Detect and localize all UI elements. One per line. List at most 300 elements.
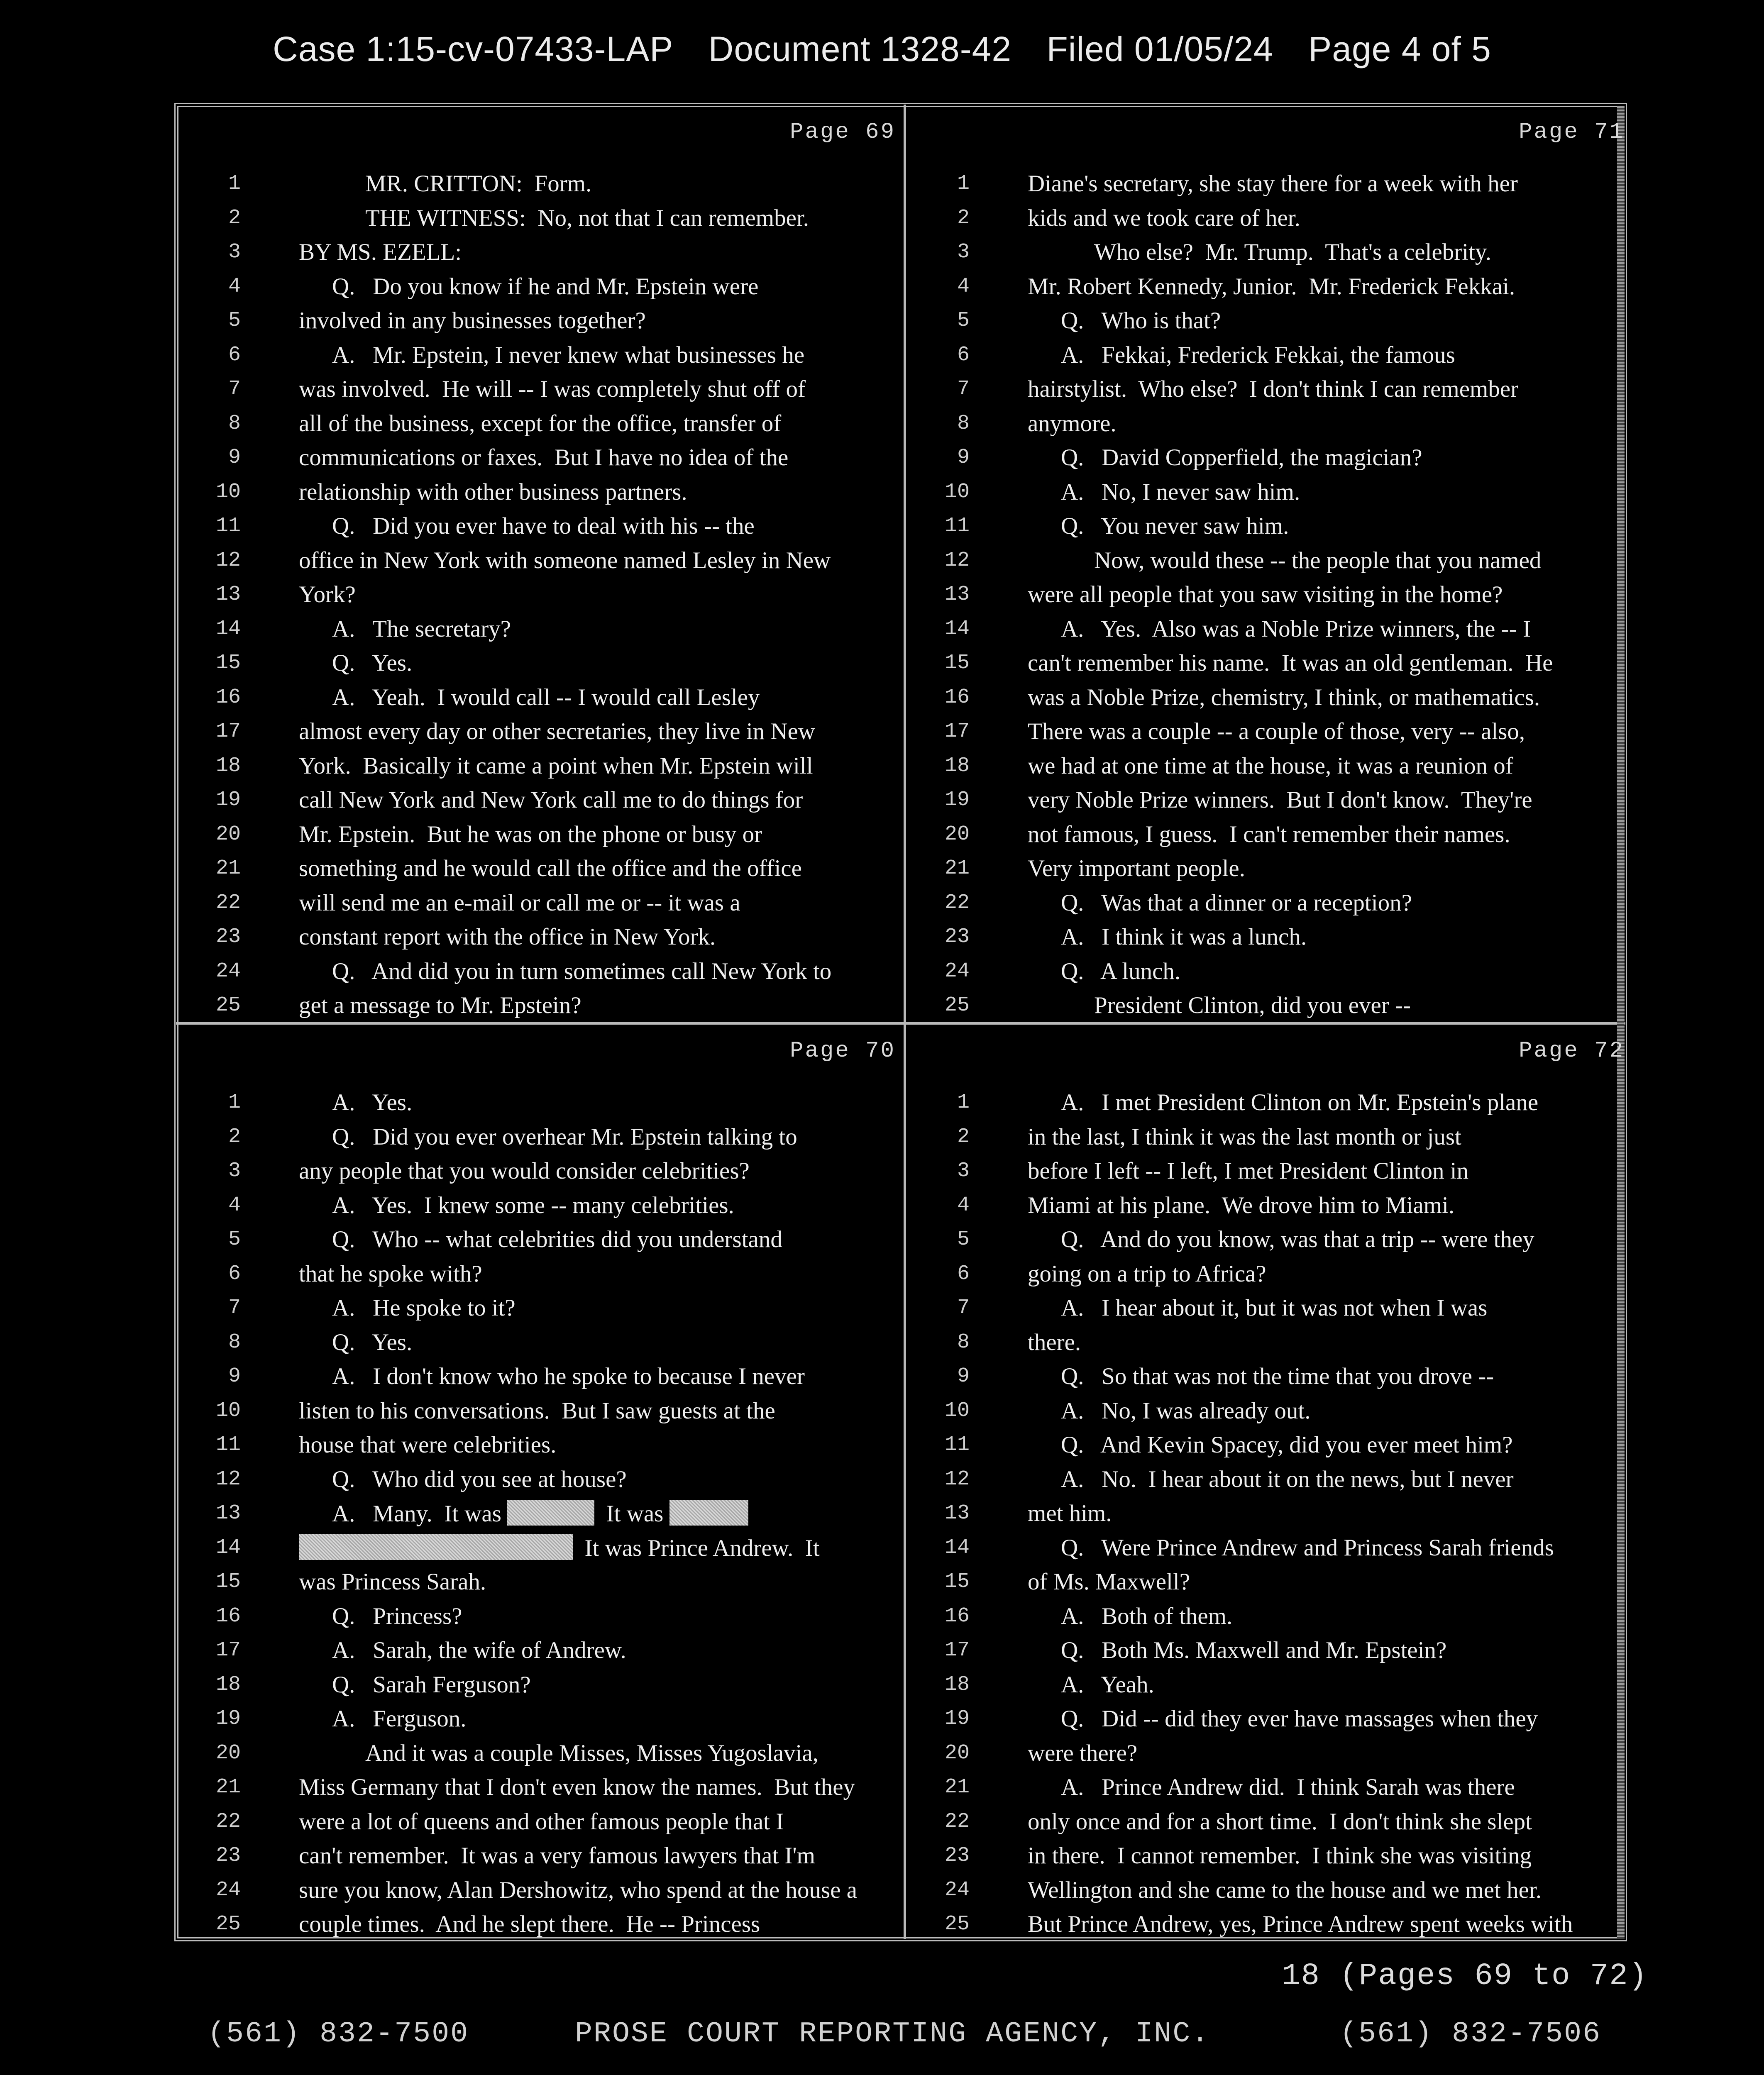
line-text xyxy=(332,273,758,300)
line-text xyxy=(299,992,581,1019)
line-number: 1 xyxy=(228,172,241,195)
line-text xyxy=(1061,615,1531,642)
panel-page-number: Page 69 xyxy=(790,120,896,145)
line-text xyxy=(1061,1774,1515,1801)
line-text-content: going on a trip to Africa? xyxy=(1028,1260,1266,1287)
line-text-content: call New York and New York call me to do things for xyxy=(299,787,803,813)
line-number: 21 xyxy=(215,1775,241,1799)
line-text xyxy=(365,1740,818,1767)
line-text xyxy=(1028,1877,1542,1904)
line-number: 15 xyxy=(944,1570,970,1594)
line-text-content: Q. Yes. xyxy=(332,1329,413,1355)
line-text xyxy=(1061,513,1289,540)
line-number: 20 xyxy=(944,822,970,846)
line-text-content: Q. Do you know if he and Mr. Epstein were xyxy=(332,273,759,300)
line-text xyxy=(299,410,781,437)
case-number: Case 1:15-cv-07433-LAP xyxy=(273,29,674,68)
line-text xyxy=(299,1157,750,1184)
line-text xyxy=(1028,684,1540,711)
line-number: 16 xyxy=(215,685,241,709)
line-text-content: BY MS. EZELL: xyxy=(299,239,462,265)
line-text-content: A. Many. It was xyxy=(332,1501,501,1527)
line-text-content: A. Both of them. xyxy=(1061,1603,1233,1629)
line-number: 13 xyxy=(215,583,241,606)
line-number: 21 xyxy=(215,857,241,880)
line-text-content: almost every day or other secretaries, they live in New xyxy=(299,718,816,745)
line-text-content: involved in any businesses together? xyxy=(299,308,646,334)
line-text-content: in the last, I think it was the last month or just xyxy=(1028,1123,1461,1150)
line-text-content: get a message to Mr. Epstein? xyxy=(299,992,581,1018)
line-text-content: any people that you would consider celebrities? xyxy=(299,1158,750,1184)
line-text-content: in there. I cannot remember. I think she was visiting xyxy=(1028,1843,1532,1869)
line-number: 3 xyxy=(228,240,241,264)
line-number: 1 xyxy=(228,1091,241,1114)
line-number: 10 xyxy=(944,480,970,504)
line-text-content: There was a couple -- a couple of those, very -- also, xyxy=(1028,718,1525,745)
line-text-content: were a lot of queens and other famous people that I xyxy=(299,1808,784,1835)
line-number: 12 xyxy=(944,1467,970,1491)
line-text-after-redaction: It was xyxy=(594,1501,669,1527)
line-text xyxy=(1094,992,1411,1019)
line-number: 24 xyxy=(215,959,241,983)
line-text xyxy=(299,923,716,950)
line-text xyxy=(1061,923,1307,950)
line-text-after-redaction: It was Prince Andrew. It xyxy=(573,1535,820,1561)
line-number: 13 xyxy=(215,1501,241,1525)
line-text-content: York. Basically it came a point when Mr. Epstein will xyxy=(299,752,813,779)
line-text xyxy=(299,855,802,882)
line-text xyxy=(332,1294,516,1321)
line-text-content: Q. A lunch. xyxy=(1061,958,1181,984)
line-number: 20 xyxy=(215,822,241,846)
line-text-content: A. Yeah. I would call -- I would call Lesley xyxy=(332,684,760,710)
line-text xyxy=(1028,855,1245,882)
line-text xyxy=(1028,1123,1461,1150)
line-text-content: couple times. And he slept there. He -- Princess xyxy=(299,1911,760,1937)
line-text xyxy=(299,1260,482,1287)
phone-left: (561) 832-7500 xyxy=(208,2018,469,2051)
line-text xyxy=(1061,478,1300,505)
line-text-content: Q. You never saw him. xyxy=(1061,513,1289,539)
line-text-content: Q. Both Ms. Maxwell and Mr. Epstein? xyxy=(1061,1637,1447,1663)
line-text-content: A. Prince Andrew did. I think Sarah was there xyxy=(1061,1774,1515,1800)
line-text xyxy=(1061,1534,1554,1561)
line-text-content: Who else? Mr. Trump. That's a celebrity. xyxy=(1094,239,1491,265)
redaction-box xyxy=(299,1534,573,1560)
line-text xyxy=(1061,444,1422,471)
line-text-content: we had at one time at the house, it was a reunion of xyxy=(1028,752,1513,779)
line-text-content: Q. Who is that? xyxy=(1061,308,1221,334)
line-number: 25 xyxy=(215,994,241,1017)
line-number: 7 xyxy=(228,377,241,401)
line-number: 23 xyxy=(944,1844,970,1868)
line-number: 9 xyxy=(957,1365,970,1388)
line-number: 5 xyxy=(957,1228,970,1251)
line-text xyxy=(299,889,740,916)
line-text xyxy=(332,1603,462,1630)
line-text xyxy=(299,821,762,848)
line-text xyxy=(1028,1157,1468,1184)
line-text-content: A. I hear about it, but it was not when I was xyxy=(1061,1295,1488,1321)
line-number: 24 xyxy=(944,1878,970,1902)
line-text xyxy=(1061,1603,1232,1630)
line-number: 4 xyxy=(228,274,241,298)
line-number: 18 xyxy=(944,754,970,778)
line-number: 5 xyxy=(957,309,970,332)
line-text-content: Q. Who did you see at house? xyxy=(332,1466,627,1492)
line-text-content: not famous, I guess. I can't remember their names. xyxy=(1028,821,1510,847)
line-text-content: was involved. He will -- I was completely shut off of xyxy=(299,376,806,402)
line-text xyxy=(1061,1089,1538,1116)
page-range-total: 18 (Pages 69 to 72) xyxy=(1282,1959,1648,1994)
line-text xyxy=(299,786,803,813)
line-number: 16 xyxy=(944,685,970,709)
line-text xyxy=(1061,889,1412,916)
line-text-content: Q. Were Prince Andrew and Princess Sarah friends xyxy=(1061,1534,1554,1561)
line-text xyxy=(1061,1671,1154,1698)
panel-page-number: Page 70 xyxy=(790,1038,896,1064)
line-text xyxy=(299,1877,857,1904)
line-number: 21 xyxy=(944,857,970,880)
line-number: 11 xyxy=(944,1433,970,1457)
line-text-content: Wellington and she came to the house and we met her. xyxy=(1028,1877,1542,1903)
line-text xyxy=(1061,1466,1514,1493)
line-text xyxy=(299,718,815,745)
line-text-content: A. Sarah, the wife of Andrew. xyxy=(332,1637,626,1663)
line-text xyxy=(365,170,591,197)
line-text-content: Diane's secretary, she stay there for a week with her xyxy=(1028,171,1518,197)
line-text xyxy=(332,1466,627,1493)
line-text xyxy=(1028,1911,1573,1938)
line-text-content: A. Yes. xyxy=(332,1089,413,1116)
line-text xyxy=(299,1397,775,1424)
line-text-content: THE WITNESS: No, not that I can remember. xyxy=(365,205,809,231)
line-number: 10 xyxy=(944,1399,970,1423)
line-text-content: were all people that you saw visiting in the home? xyxy=(1028,581,1503,608)
line-text xyxy=(299,1568,486,1595)
line-text-content: relationship with other business partners. xyxy=(299,478,687,505)
line-number: 11 xyxy=(215,1433,241,1457)
line-number: 18 xyxy=(215,1672,241,1697)
page-indicator: Page 4 of 5 xyxy=(1308,29,1491,68)
line-text-content: Q. Was that a dinner or a reception? xyxy=(1061,889,1412,916)
line-number: 14 xyxy=(215,1536,241,1560)
line-text-content: Q. Who -- what celebrities did you understand xyxy=(332,1226,782,1252)
panel-page-number: Page 71 xyxy=(1519,120,1625,145)
line-number: 12 xyxy=(215,548,241,572)
line-number: 5 xyxy=(228,309,241,332)
line-text xyxy=(365,205,809,232)
line-text-content: A. I don't know who he spoke to because I never xyxy=(332,1363,805,1389)
line-text-content: Q. Sarah Ferguson? xyxy=(332,1671,531,1698)
line-text xyxy=(299,1842,815,1869)
line-text xyxy=(299,376,806,403)
document-number: Document 1328-42 xyxy=(708,29,1012,68)
line-text-content: anymore. xyxy=(1028,410,1117,437)
line-number: 15 xyxy=(944,651,970,675)
line-text xyxy=(299,581,356,608)
line-number: 10 xyxy=(215,1399,241,1423)
line-text-content: was Princess Sarah. xyxy=(299,1569,486,1595)
line-number: 17 xyxy=(944,1638,970,1662)
line-text xyxy=(1028,786,1532,813)
line-text-content: President Clinton, did you ever -- xyxy=(1094,992,1411,1018)
line-text-content: Q. And do you know, was that a trip -- were they xyxy=(1061,1226,1534,1252)
line-number: 13 xyxy=(944,583,970,606)
line-text-content: But Prince Andrew, yes, Prince Andrew spent weeks with xyxy=(1028,1911,1573,1937)
line-text xyxy=(332,1705,467,1732)
line-number: 19 xyxy=(944,788,970,812)
line-number: 7 xyxy=(957,1296,970,1320)
agency-name: PROSE COURT REPORTING AGENCY, INC. xyxy=(575,2018,1210,2051)
line-text xyxy=(1028,1192,1454,1219)
line-text xyxy=(299,307,646,334)
line-text-content: A. I met President Clinton on Mr. Epstein's plane xyxy=(1061,1089,1539,1116)
line-text xyxy=(332,1329,412,1356)
line-number: 9 xyxy=(957,446,970,469)
line-number: 14 xyxy=(944,1536,970,1560)
line-number: 2 xyxy=(957,1125,970,1149)
line-number: 12 xyxy=(944,548,970,572)
line-number: 23 xyxy=(944,925,970,949)
line-text-content: A. No, I was already out. xyxy=(1061,1397,1311,1424)
line-number: 1 xyxy=(957,1091,970,1114)
line-number: 6 xyxy=(957,1262,970,1286)
line-text-content: MR. CRITTON: Form. xyxy=(365,171,592,197)
line-text-content: very Noble Prize winners. But I don't know. They're xyxy=(1028,787,1532,813)
line-text-content: was a Noble Prize, chemistry, I think, or mathematics. xyxy=(1028,684,1540,710)
line-text-content: Q. Yes. xyxy=(332,650,413,676)
line-number: 25 xyxy=(944,1912,970,1936)
line-number: 24 xyxy=(215,1878,241,1902)
line-text xyxy=(1028,273,1515,300)
line-text-content: Mr. Epstein. But he was on the phone or busy or xyxy=(299,821,762,847)
line-number: 20 xyxy=(215,1741,241,1765)
transcript-panel-page-72 xyxy=(907,1026,1634,1943)
line-text-content: Q. And Kevin Spacey, did you ever meet him? xyxy=(1061,1432,1513,1458)
line-number: 17 xyxy=(944,720,970,743)
line-text-content: met him. xyxy=(1028,1500,1112,1526)
line-text-content: there. xyxy=(1028,1329,1081,1355)
line-text-content: constant report with the office in New York. xyxy=(299,924,716,950)
line-number: 1 xyxy=(957,172,970,195)
line-text xyxy=(332,342,804,369)
line-text xyxy=(1028,821,1510,848)
line-text xyxy=(1061,342,1455,369)
line-text-content: A. He spoke to it? xyxy=(332,1295,516,1321)
line-text xyxy=(299,752,813,779)
line-text-content: Q. Princess? xyxy=(332,1603,462,1629)
line-text xyxy=(1028,410,1117,437)
line-number: 6 xyxy=(957,343,970,367)
line-text xyxy=(299,1911,760,1938)
line-number: 8 xyxy=(228,1330,241,1354)
line-text-content: all of the business, except for the office, transfer of xyxy=(299,410,782,437)
line-number: 11 xyxy=(215,514,241,538)
line-text-content: Q. And did you in turn sometimes call New York to xyxy=(332,958,832,984)
line-text xyxy=(1028,170,1518,197)
line-text xyxy=(1094,239,1491,266)
line-text-content: Very important people. xyxy=(1028,855,1245,881)
line-text-content: A. Fekkai, Frederick Fekkai, the famous xyxy=(1061,342,1455,368)
line-number: 17 xyxy=(215,720,241,743)
line-number: 3 xyxy=(957,240,970,264)
line-text-content: Q. Did -- did they ever have massages when they xyxy=(1061,1706,1538,1732)
line-number: 18 xyxy=(215,754,241,778)
line-number: 7 xyxy=(957,377,970,401)
line-number: 19 xyxy=(944,1707,970,1731)
line-text xyxy=(1028,718,1525,745)
line-text xyxy=(1061,1431,1513,1458)
line-text-content: were there? xyxy=(1028,1740,1138,1766)
case-header xyxy=(0,29,1764,69)
line-number: 20 xyxy=(944,1741,970,1765)
transcript-panel-page-70 xyxy=(178,1026,905,1943)
line-text xyxy=(332,958,831,985)
line-text xyxy=(1061,1294,1487,1321)
line-text-content: Now, would these -- the people that you named xyxy=(1094,547,1542,574)
line-text-content: A. Yeah. xyxy=(1061,1671,1154,1698)
line-number: 22 xyxy=(215,1809,241,1833)
line-number: 24 xyxy=(944,959,970,983)
line-number: 19 xyxy=(215,1707,241,1731)
line-number: 3 xyxy=(228,1159,241,1183)
line-number: 4 xyxy=(957,1193,970,1217)
line-number: 9 xyxy=(228,446,241,469)
line-text xyxy=(299,1808,784,1835)
line-number: 21 xyxy=(944,1775,970,1799)
line-number: 14 xyxy=(215,617,241,641)
line-text-content: A. No, I never saw him. xyxy=(1061,478,1300,505)
line-text-content: A. Mr. Epstein, I never knew what businesses he xyxy=(332,342,805,368)
line-text xyxy=(1061,1363,1494,1390)
line-text-content: A. Yes. I knew some -- many celebrities. xyxy=(332,1192,734,1218)
line-number: 8 xyxy=(957,411,970,435)
line-number: 2 xyxy=(228,1125,241,1149)
line-number: 22 xyxy=(215,891,241,915)
line-text xyxy=(1061,307,1221,334)
line-text-content: And it was a couple Misses, Misses Yugoslavia, xyxy=(365,1740,818,1766)
line-number: 18 xyxy=(944,1672,970,1697)
line-number: 22 xyxy=(944,1809,970,1833)
panel-page-number: Page 72 xyxy=(1519,1038,1625,1064)
line-text xyxy=(1061,1637,1446,1664)
line-text-content: Q. So that was not the time that you drove -- xyxy=(1061,1363,1494,1389)
line-text xyxy=(332,684,760,711)
line-text-content: Miami at his plane. We drove him to Miami. xyxy=(1028,1192,1455,1218)
line-text-content: Q. David Copperfield, the magician? xyxy=(1061,444,1422,471)
line-number: 25 xyxy=(944,994,970,1017)
line-text-content: Q. Did you ever overhear Mr. Epstein talking to xyxy=(332,1123,797,1150)
line-text-content: can't remember. It was a very famous lawyers that I'm xyxy=(299,1843,816,1869)
line-text-content: will send me an e-mail or call me or -- it was a xyxy=(299,889,740,916)
line-text xyxy=(1028,1808,1532,1835)
line-text xyxy=(332,1363,805,1390)
line-text-content: something and he would call the office and the office xyxy=(299,855,802,881)
line-text-content: before I left -- I left, I met President Clinton in xyxy=(1028,1158,1469,1184)
line-number: 4 xyxy=(228,1193,241,1217)
filed-date: Filed 01/05/24 xyxy=(1046,29,1273,68)
line-text xyxy=(332,649,412,676)
line-text xyxy=(299,547,831,574)
line-text-content: of Ms. Maxwell? xyxy=(1028,1569,1190,1595)
line-text-content: A. Yes. Also was a Noble Prize winners, the -- I xyxy=(1061,615,1531,642)
line-number: 22 xyxy=(944,891,970,915)
line-number: 3 xyxy=(957,1159,970,1183)
line-text-content: kids and we took care of her. xyxy=(1028,205,1300,231)
line-number: 4 xyxy=(957,274,970,298)
line-number: 10 xyxy=(215,480,241,504)
line-text xyxy=(332,1226,782,1253)
line-text xyxy=(332,1123,797,1150)
transcript-panel-page-71 xyxy=(907,107,1634,1024)
line-text xyxy=(332,513,755,540)
line-text xyxy=(1028,1740,1137,1767)
line-text xyxy=(1061,1226,1534,1253)
line-number: 13 xyxy=(944,1501,970,1525)
line-text xyxy=(332,1637,626,1664)
line-text xyxy=(299,1774,855,1801)
redaction-box xyxy=(669,1500,748,1526)
line-text-content: house that were celebrities. xyxy=(299,1432,557,1458)
line-text xyxy=(332,615,511,642)
line-number: 8 xyxy=(228,411,241,435)
line-text-content: Q. Did you ever have to deal with his -- the xyxy=(332,513,755,539)
line-text-content: A. No. I hear about it on the news, but I never xyxy=(1061,1466,1514,1492)
line-number: 2 xyxy=(957,206,970,230)
line-text xyxy=(1028,1568,1190,1595)
line-text xyxy=(332,1089,412,1116)
line-number: 14 xyxy=(944,617,970,641)
line-text xyxy=(299,478,687,505)
line-text xyxy=(1061,958,1180,985)
line-number: 15 xyxy=(215,1570,241,1594)
line-number: 17 xyxy=(215,1638,241,1662)
line-number: 2 xyxy=(228,206,241,230)
line-number: 23 xyxy=(215,1844,241,1868)
line-number: 12 xyxy=(215,1467,241,1491)
line-text xyxy=(299,1534,820,1562)
line-number: 16 xyxy=(215,1604,241,1628)
line-text-content: hairstylist. Who else? I don't think I can remember xyxy=(1028,376,1519,402)
line-text xyxy=(1028,376,1518,403)
line-text xyxy=(1028,581,1503,608)
line-text-content: Miss Germany that I don't even know the names. But they xyxy=(299,1774,855,1800)
line-number: 6 xyxy=(228,343,241,367)
line-number: 19 xyxy=(215,788,241,812)
line-text xyxy=(1028,1260,1266,1287)
line-number: 15 xyxy=(215,651,241,675)
line-text-content: Mr. Robert Kennedy, Junior. Mr. Frederick Fekkai. xyxy=(1028,273,1515,300)
line-number: 23 xyxy=(215,925,241,949)
line-text-content: York? xyxy=(299,581,356,608)
line-number: 25 xyxy=(215,1912,241,1936)
line-text-content: office in New York with someone named Lesley in New xyxy=(299,547,831,574)
transcript-panel-page-69 xyxy=(178,107,905,1024)
line-text xyxy=(1061,1397,1311,1424)
line-text-content: A. The secretary? xyxy=(332,615,511,642)
line-text-content: sure you know, Alan Dershowitz, who spend at the house a xyxy=(299,1877,858,1903)
line-text-content: A. I think it was a lunch. xyxy=(1061,924,1307,950)
line-number: 6 xyxy=(228,1262,241,1286)
line-text xyxy=(1028,1842,1532,1869)
line-text-content: can't remember his name. It was an old gentleman. He xyxy=(1028,650,1553,676)
line-text xyxy=(332,1671,531,1698)
line-text xyxy=(1028,1500,1112,1527)
line-text xyxy=(1028,752,1513,779)
line-text xyxy=(299,1431,556,1458)
line-text-content: communications or faxes. But I have no idea of the xyxy=(299,444,789,471)
